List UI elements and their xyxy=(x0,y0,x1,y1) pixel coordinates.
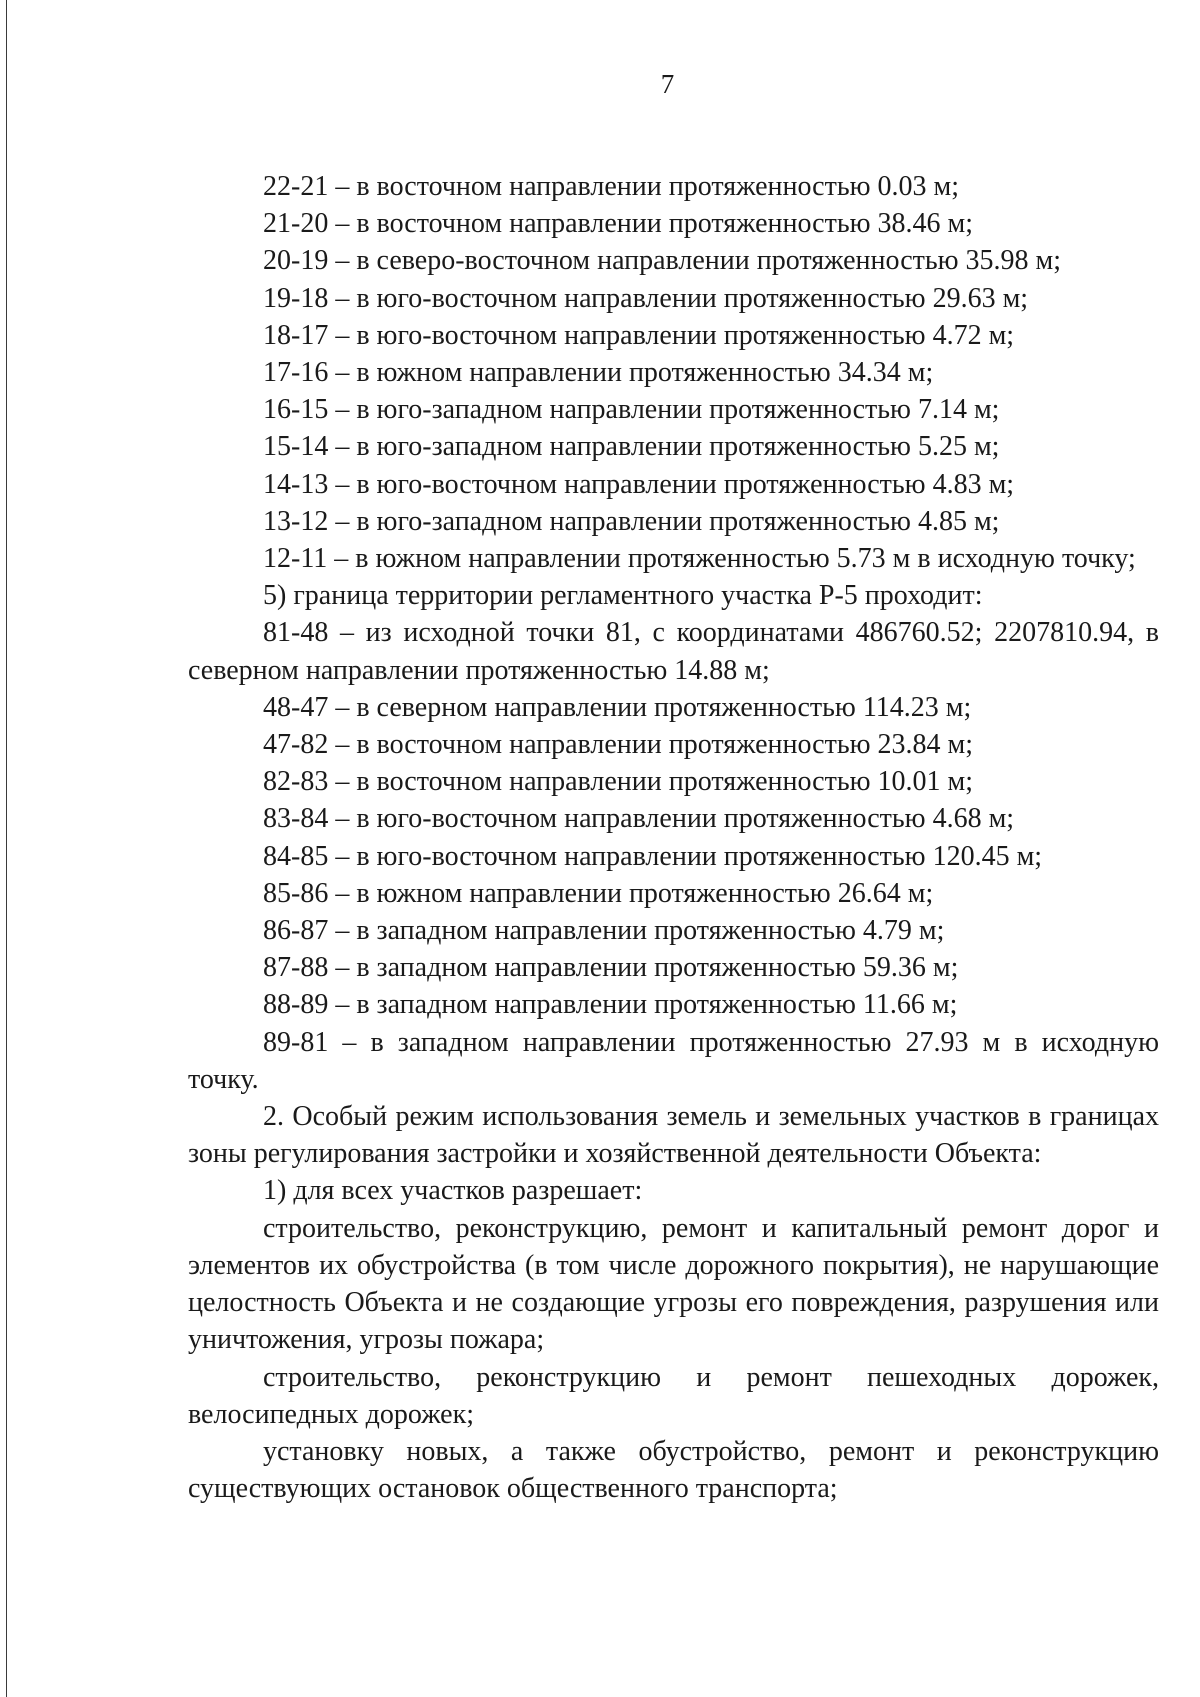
boundary-segment: 12-11 – в южном направлении протяженностью 5.73 м в исходную точку; xyxy=(263,543,1136,575)
boundary-segment: 16-15 – в юго-западном направлении протяженностью 7.14 м; xyxy=(263,394,1000,426)
permit-item: строительство, реконструкцию и ремонт пешеходных дорожек, велосипедных дорожек; xyxy=(188,1361,1159,1430)
document-body xyxy=(188,168,1159,1507)
p5-segment: 47-82 – в восточном направлении протяженностью 23.84 м; xyxy=(263,729,974,761)
boundary-segment: 17-16 – в южном направлении протяженностью 34.34 м; xyxy=(263,357,934,389)
boundary-segment: 19-18 – в юго-восточном направлении протяженностью 29.63 м; xyxy=(263,282,1029,314)
p5-segment: 86-87 – в западном направлении протяженностью 4.79 м; xyxy=(263,915,945,947)
permit-item: строительство, реконструкцию, ремонт и капитальный ремонт дорог и элементов их обустройства (в том числе дорожного покрытия), не нарушающие целостность Объекта и не создающие угрозы его повреждения, разрушения или уничтожения, угрозы пожара; xyxy=(188,1212,1159,1356)
p5-segment: 48-47 – в северном направлении протяженностью 114.23 м; xyxy=(263,691,972,723)
p5-segment: 82-83 – в восточном направлении протяженностью 10.01 м; xyxy=(263,766,974,798)
boundary-segment: 14-13 – в юго-восточном направлении протяженностью 4.83 м; xyxy=(263,468,1015,500)
scan-edge-line xyxy=(6,0,7,1697)
section-2-heading: 2. Особый режим использования земель и земельных участков в границах зоны регулирования застройки и хозяйственной деятельности Объекта: xyxy=(188,1101,1159,1170)
p5-segment: 84-85 – в юго-восточном направлении протяженностью 120.45 м; xyxy=(263,840,1043,872)
p5-segment: 85-86 – в южном направлении протяженностью 26.64 м; xyxy=(263,877,934,909)
boundary-segment: 20-19 – в северо-восточном направлении протяженностью 35.98 м; xyxy=(263,245,1062,277)
p5-end-segment: 89-81 – в западном направлении протяженностью 27.93 м в исходную точку. xyxy=(188,1026,1159,1095)
p5-segment: 88-89 – в западном направлении протяженностью 11.66 м; xyxy=(263,989,958,1021)
p5-start-segment: 81-48 – из исходной точки 81, с координатами 486760.52; 2207810.94, в северном направлении протяженностью 14.88 м; xyxy=(188,617,1159,686)
p5-segment: 87-88 – в западном направлении протяженностью 59.36 м; xyxy=(263,952,959,984)
boundary-segment: 18-17 – в юго-восточном направлении протяженностью 4.72 м; xyxy=(263,319,1015,351)
boundary-segment: 22-21 – в восточном направлении протяженностью 0.03 м; xyxy=(263,171,960,202)
section-2-subheading: 1) для всех участков разрешает: xyxy=(263,1175,643,1207)
boundary-segment: 21-20 – в восточном направлении протяженностью 38.46 м; xyxy=(263,208,974,240)
page-number: 7 xyxy=(660,69,675,99)
p5-segment: 83-84 – в юго-восточном направлении протяженностью 4.68 м; xyxy=(263,803,1015,835)
permit-item: установку новых, а также обустройство, ремонт и реконструкцию существующих остановок общественного транспорта; xyxy=(188,1435,1159,1505)
p5-heading: 5) граница территории регламентного участка Р-5 проходит: xyxy=(263,580,983,612)
boundary-segment: 15-14 – в юго-западном направлении протяженностью 5.25 м; xyxy=(263,431,1000,463)
boundary-segment: 13-12 – в юго-западном направлении протяженностью 4.85 м; xyxy=(263,505,1000,537)
